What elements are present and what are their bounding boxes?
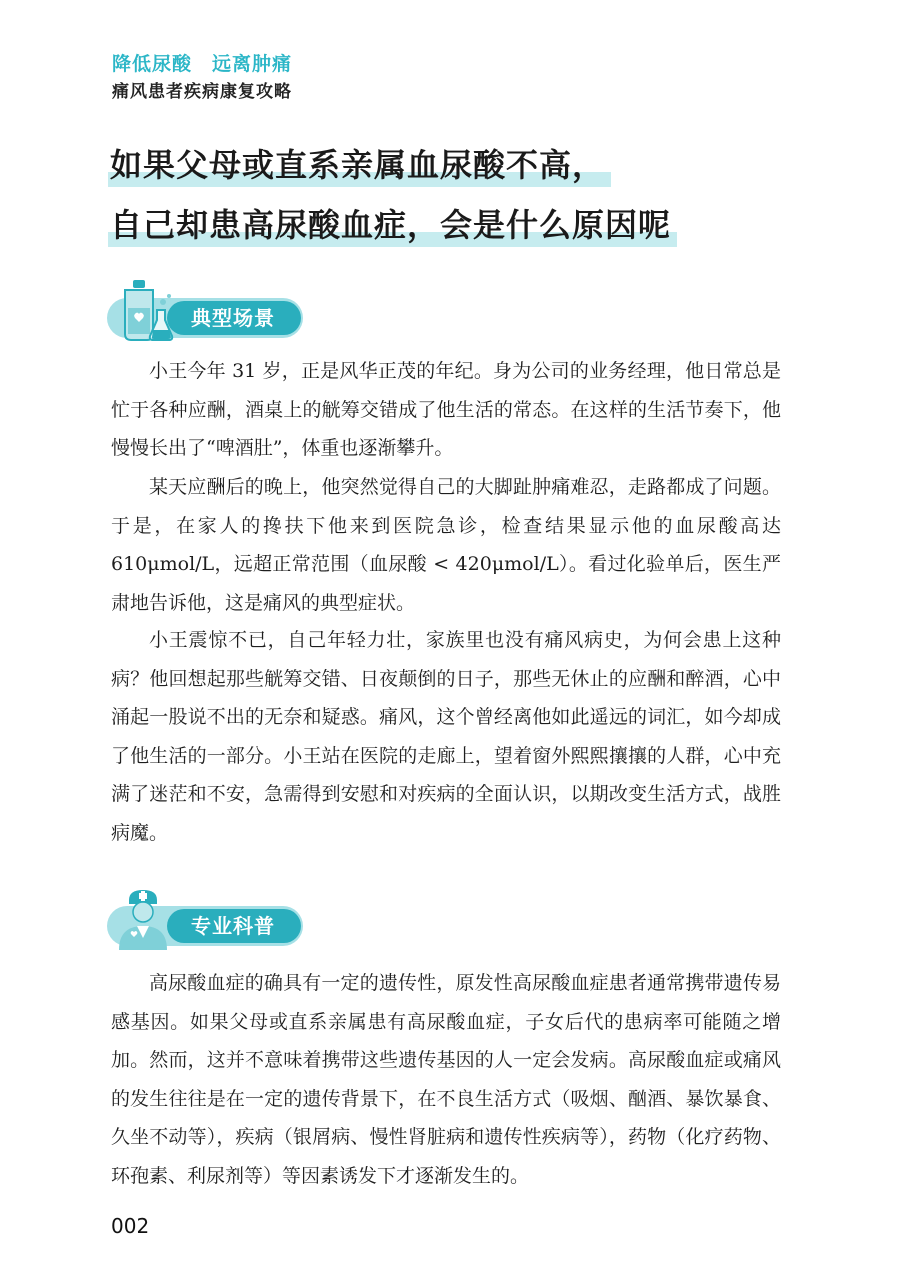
paragraph: 高尿酸血症的确具有一定的遗传性，原发性高尿酸血症患者通常携带遗传易感基因。如果父母或直系亲属患有高尿酸血症，子女后代的患病率可能随之增加。然而，这并不意味着携带这些遗传基因的人一定会发病。高尿酸血症或痛风的发生往往是在一定的遗传背景下，在不良生活方式（吸烟、酗酒、暴饮暴食、久坐不动等），疾病（银屑病、慢性肾脏病和遗传性疾病等），药物（化疗药物、环孢素、利尿剂等）等因素诱发下才逐渐发生的。 bbox=[111, 972, 781, 1187]
running-head-subtitle: 痛风患者疾病康复攻略 bbox=[112, 82, 292, 102]
title-line-2-text: 自己却患高尿酸血症，会是什么原因呢 bbox=[110, 206, 672, 244]
paragraph: 小王震惊不已，自己年轻力壮，家族里也没有痛风病史，为何会患上这种病？他回想起那些觥筹交错、日夜颠倒的日子，那些无休止的应酬和醉酒，心中涌起一股说不出的无奈和疑惑。痛风，这个曾经离他如此遥远的词汇，如今却成了他生活的一部分。小王站在医院的走廊上，望着窗外熙熙攘攘的人群，心中充满了迷茫和不安，急需得到安慰和对疾病的全面认识，以期改变生活方式，战胜病魔。 bbox=[111, 629, 781, 844]
title-line-1-text: 如果父母或直系亲属血尿酸不高， bbox=[110, 146, 606, 184]
section-badge-typical-scenario bbox=[107, 284, 305, 346]
title-line-1 bbox=[110, 145, 605, 185]
page-number: 002 bbox=[111, 1214, 150, 1238]
badge-label: 典型场景 bbox=[191, 306, 275, 330]
doctor-icon bbox=[115, 888, 175, 954]
lab-flask-icon bbox=[115, 280, 175, 346]
title-line-2 bbox=[110, 205, 671, 245]
running-head-title: 降低尿酸 远离肿痛 bbox=[112, 53, 293, 75]
running-head bbox=[112, 52, 292, 104]
page-title bbox=[110, 145, 671, 245]
badge-label: 专业科普 bbox=[191, 914, 275, 938]
section-badge-professional-science bbox=[107, 892, 305, 954]
paragraph: 小王今年 31 岁，正是风华正茂的年纪。身为公司的业务经理，他日常总是忙于各种应酬，酒桌上的觥筹交错成了他生活的常态。在这样的生活节奏下，他慢慢长出了“啤酒肚”，体重也逐渐攀升。 bbox=[111, 360, 781, 459]
paragraph: 某天应酬后的晚上，他突然觉得自己的大脚趾肿痛难忍，走路都成了问题。于是，在家人的搀扶下他来到医院急诊，检查结果显示他的血尿酸高达 610μmol/L，远超正常范围（血尿酸 < 420μmol/L）。看过化验单后，医生严肃地告诉他，这是痛风的典型症状。 bbox=[111, 476, 781, 614]
